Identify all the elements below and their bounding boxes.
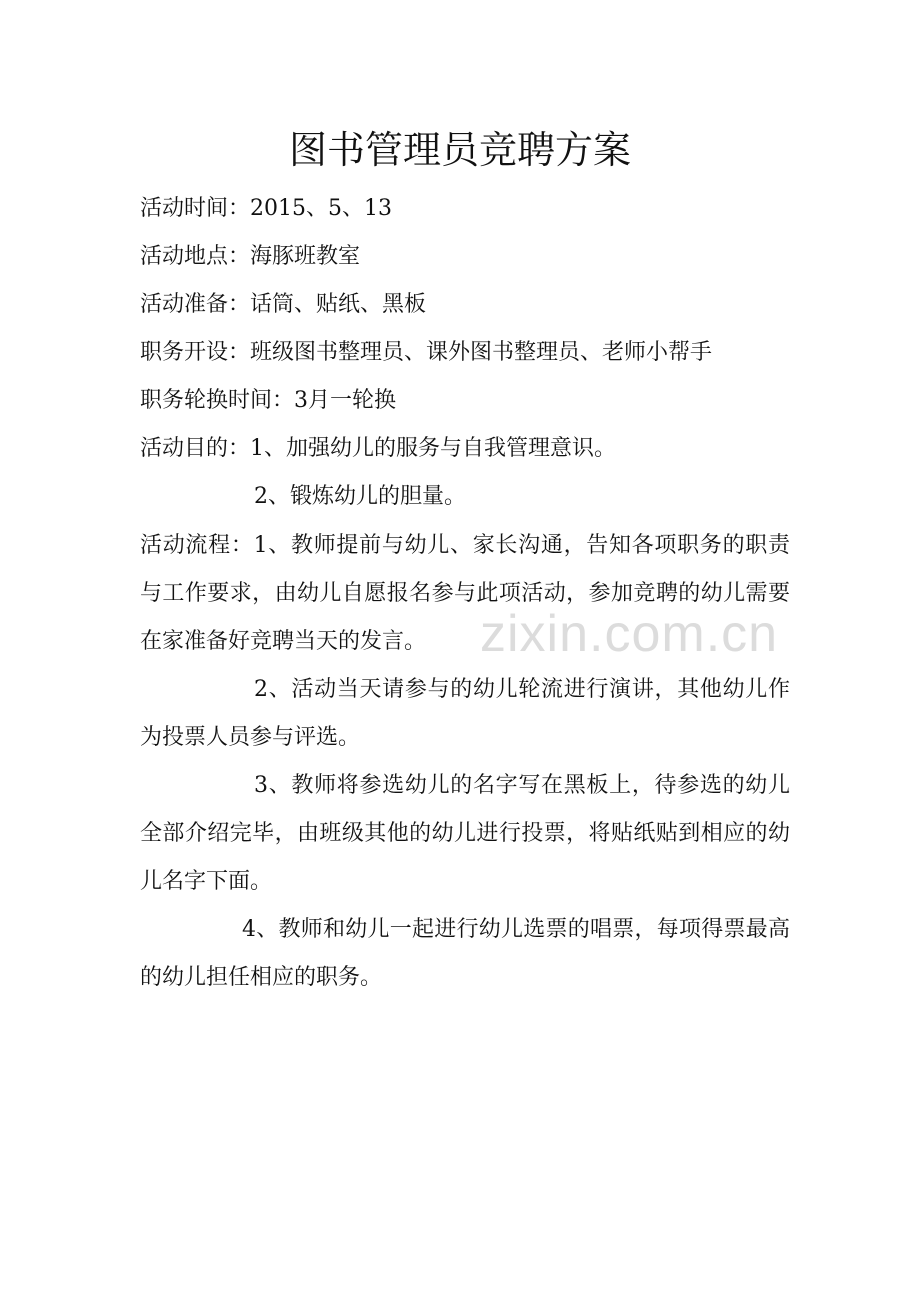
document-title: 图书管理员竞聘方案 [288,128,631,172]
posts-line: 职务开设：班级图书整理员、课外图书整理员、老师小帮手 [140,340,713,365]
watermark: zixin.com.cn [480,605,779,663]
activity-prep-line: 活动准备：话筒、贴纸、黑板 [140,292,427,317]
process-step-1: 活动流程：1、教师提前与幼儿、家长沟通，告知各项职务的职责与工作要求，由幼儿自愿报名参与此项活动，参加竞聘的幼儿需要在家准备好竞聘当天的发言。 [140,533,790,654]
activity-place-line: 活动地点：海豚班教室 [140,244,361,269]
process-step-2: 2、活动当天请参与的幼儿轮流进行演讲，其他幼儿作为投票人员参与评选。 [140,677,790,750]
goal-line-2: 2、锻炼幼儿的胆量。 [254,484,466,509]
activity-time-line: 活动时间：2015、5、13 [140,196,392,221]
goal-line-1: 活动目的：1、加强幼儿的服务与自我管理意识。 [140,436,616,461]
process-step-3: 3、教师将参选幼儿的名字写在黑板上，待参选的幼儿全部介绍完毕，由班级其他的幼儿进行投票，将贴纸贴到相应的幼儿名字下面。 [140,773,790,894]
process-step-4: 4、教师和幼儿一起进行幼儿选票的唱票，每项得票最高的幼儿担任相应的职务。 [140,917,790,990]
rotation-line: 职务轮换时间：3月一轮换 [140,388,396,413]
